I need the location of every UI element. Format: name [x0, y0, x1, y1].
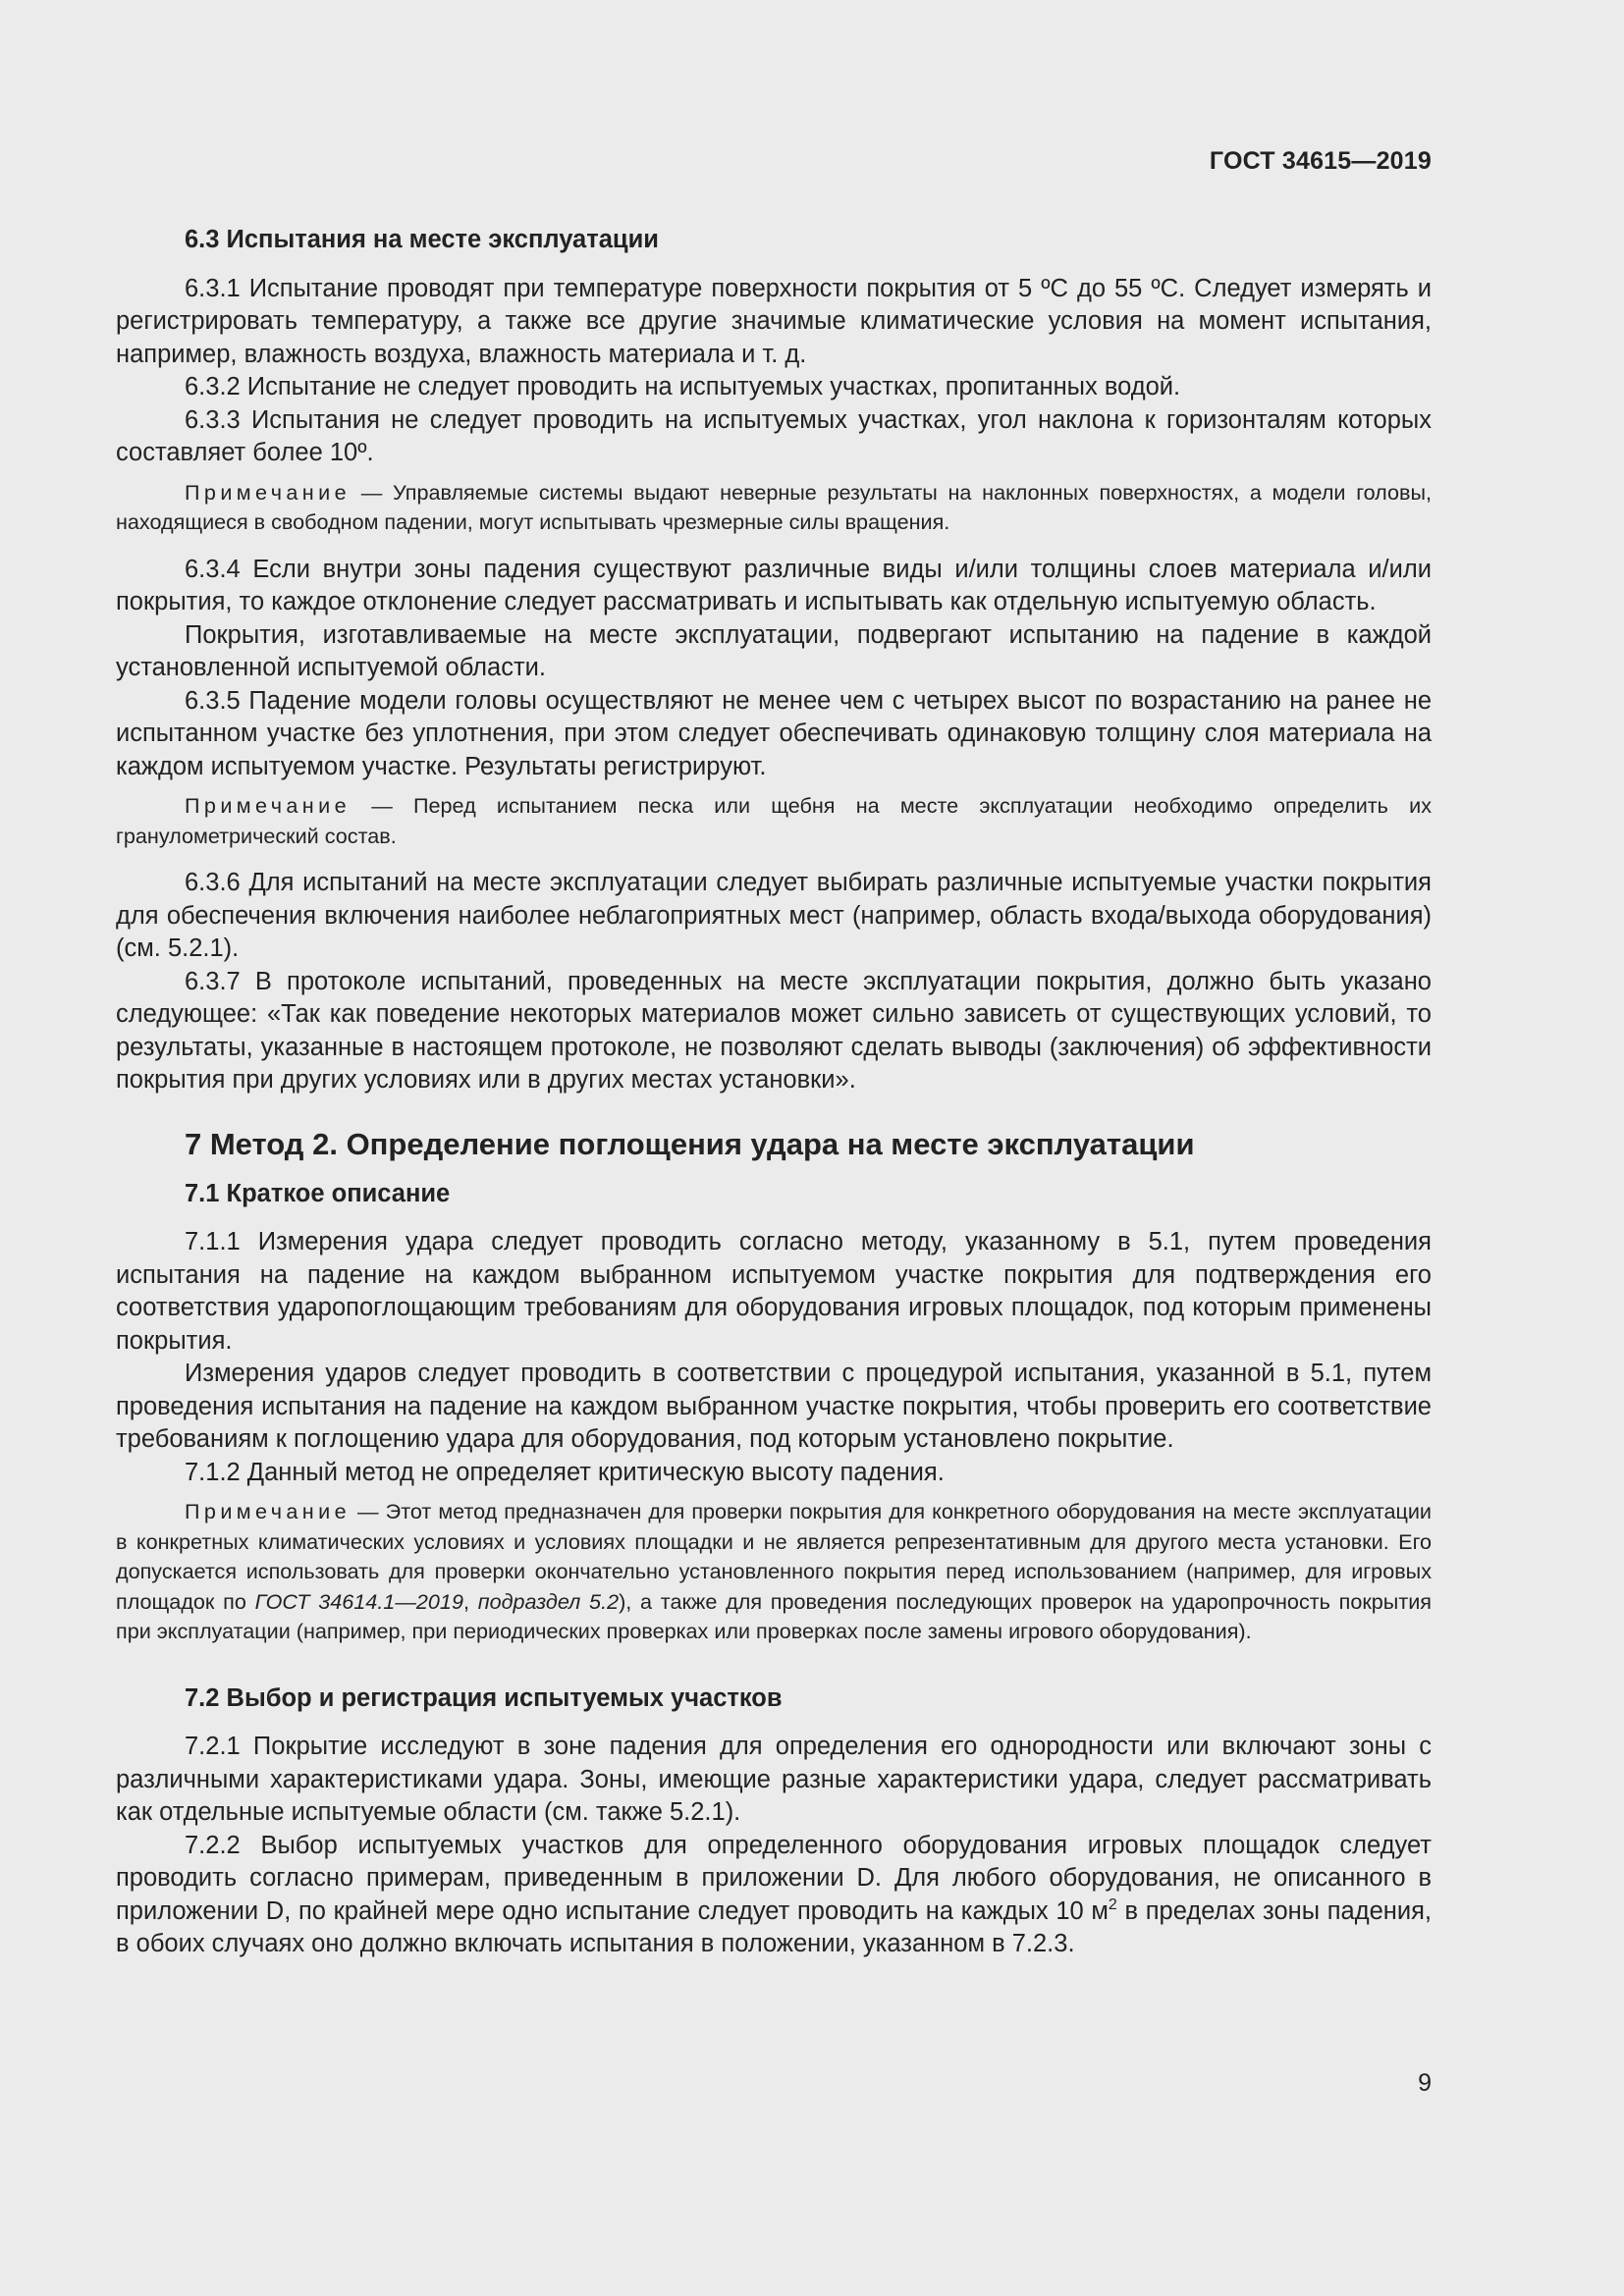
- paragraph-7-2-1: 7.2.1 Покрытие исследуют в зоне падения для определения его однородности или включают зоны с различными характеристиками удара. Зоны, имеющие разные характеристики удара, следует рассматривать как отдельные испытуемые области (см. также 5.2.1).: [116, 1733, 1432, 1826]
- note-3-text-b: ), а также для проведения последующих проверок на ударопрочность покрытия при эксплуатации (например, при периодических проверках или проверках после замены игрового оборудования).: [116, 1588, 1432, 1643]
- note-1-text: — Управляемые системы выдают неверные результаты на наклонных поверхностях, а модели головы, находящиеся в свободном падении, могут испытывать чрезмерные силы вращения.: [116, 479, 1432, 534]
- paragraph-6-3-2: 6.3.2 Испытание не следует проводить на испытуемых участках, пропитанных водой.: [185, 373, 1181, 400]
- section-7-2-heading: 7.2 Выбор и регистрация испытуемых участков: [185, 1683, 783, 1712]
- paragraph-6-3-6: 6.3.6 Для испытаний на месте эксплуатации следует выбирать различные испытуемые участки покрытия для обеспечения включения наиболее неблагоприятных мест (например, область входа/выхода оборудования) (см. 5.2.1).: [116, 869, 1432, 962]
- paragraph-7-2-2-text-a: 7.2.2 Выбор испытуемых участков для определенного оборудования игровых площадок следует проводить согласно примерам, приведенным в приложении D. Для любого оборудования, не описанного в приложении D, по крайней мере одно испытание следует проводить на каждых 10 м: [116, 1831, 1432, 1925]
- paragraph-6-3-5: 6.3.5 Падение модели головы осуществляют не менее чем с четырех высот по возрастанию на ранее не испытанном участке без уплотнения, при этом следует обеспечивать одинаковую толщину слоя материала на каждом испытуемом участке. Результаты регистрируют.: [116, 686, 1432, 780]
- paragraph-6-3-1: 6.3.1 Испытание проводят при температуре поверхности покрытия от 5 ºС до 55 ºС. Следует измерять и регистрировать температуру, а также все другие значимые климатические условия на момент испытания, например, влажность воздуха, влажность материала и т. д.: [116, 274, 1432, 368]
- paragraph-7-1-1-continued: Измерения ударов следует проводить в соответствии с процедурой испытания, указанной в 5.1, путем проведения испытания на падение на каждом выбранном участке покрытия, чтобы проверить его соответствие требованиям к поглощению удара для оборудования, под которым установлено покрытие.: [116, 1360, 1432, 1453]
- paragraph-7-2-2: [116, 1830, 1432, 1961]
- note-2-text: — Перед испытанием песка или щебня на месте эксплуатации необходимо определить их гранулометрический состав.: [116, 793, 1432, 848]
- note-3-text-a: — Этот метод предназначен для проверки покрытия для конкретного оборудования на месте эксплуатации в конкретных климатических условиях и условиях площадки и не является репрезентативным для другого места установки. Его допускается использовать для проверки окончательно установленного покрытия перед использованием (например, для игровых площадок по: [116, 1499, 1432, 1614]
- paragraph-6-3-3: 6.3.3 Испытания не следует проводить на испытуемых участках, угол наклона к горизонталям которых составляет более 10º.: [116, 405, 1432, 466]
- note-3-reference-subsection: подраздел 5.2: [477, 1588, 620, 1614]
- section-7-heading: 7 Метод 2. Определение поглощения удара на месте эксплуатации: [185, 1126, 1195, 1161]
- superscript-2: 2: [1108, 1896, 1117, 1913]
- paragraph-7-1-2: 7.1.2 Данный метод не определяет критическую высоту падения.: [185, 1458, 945, 1486]
- page-number: 9: [1418, 2069, 1432, 2097]
- paragraph-6-3-4-continued: Покрытия, изготавливаемые на месте эксплуатации, подвергают испытанию на падение в каждой установленной испытуемой области.: [116, 620, 1432, 681]
- document-code: ГОСТ 34615—2019: [1209, 147, 1432, 175]
- section-7-1-heading: 7.1 Краткое описание: [185, 1179, 451, 1207]
- section-6-3-heading: 6.3 Испытания на месте эксплуатации: [185, 226, 659, 253]
- note-label: Примечание: [185, 793, 351, 818]
- document-body: [116, 224, 1432, 1961]
- paragraph-7-2-2-text-b: в пределах зоны падения, в обоих случаях оно должно включать испытания в положении, указанном в 7.2.3.: [116, 1896, 1433, 1957]
- paragraph-6-3-4: 6.3.4 Если внутри зоны падения существуют различные виды и/или толщины слоев материала и/или покрытия, то каждое отклонение следует рассматривать и испытывать как отдельную испытуемую область.: [116, 555, 1432, 615]
- paragraph-7-1-1: 7.1.1 Измерения удара следует проводить согласно методу, указанному в 5.1, путем проведения испытания на падение на каждом выбранном испытуемом участке покрытия для подтверждения его соответствия ударопоглощающим требованиям для оборудования игровых площадок, под которым применены покрытия.: [116, 1228, 1432, 1355]
- note-1: [116, 478, 1432, 538]
- paragraph-6-3-7: 6.3.7 В протоколе испытаний, проведенных на месте эксплуатации покрытия, должно быть указано следующее: «Так как поведение некоторых материалов может сильно зависеть от существующих условий, то результаты, указанные в настоящем протоколе, не позволяют сделать выводы (заключения) об эффективности покрытия при других условиях или в других местах установки».: [116, 967, 1432, 1094]
- note-2: [116, 791, 1432, 851]
- note-3-comma: ,: [462, 1588, 478, 1614]
- note-label: Примечание: [185, 479, 351, 505]
- note-3: [116, 1497, 1432, 1647]
- note-3-reference-standard: ГОСТ 34614.1—2019: [254, 1588, 463, 1614]
- note-label: Примечание: [185, 1499, 351, 1523]
